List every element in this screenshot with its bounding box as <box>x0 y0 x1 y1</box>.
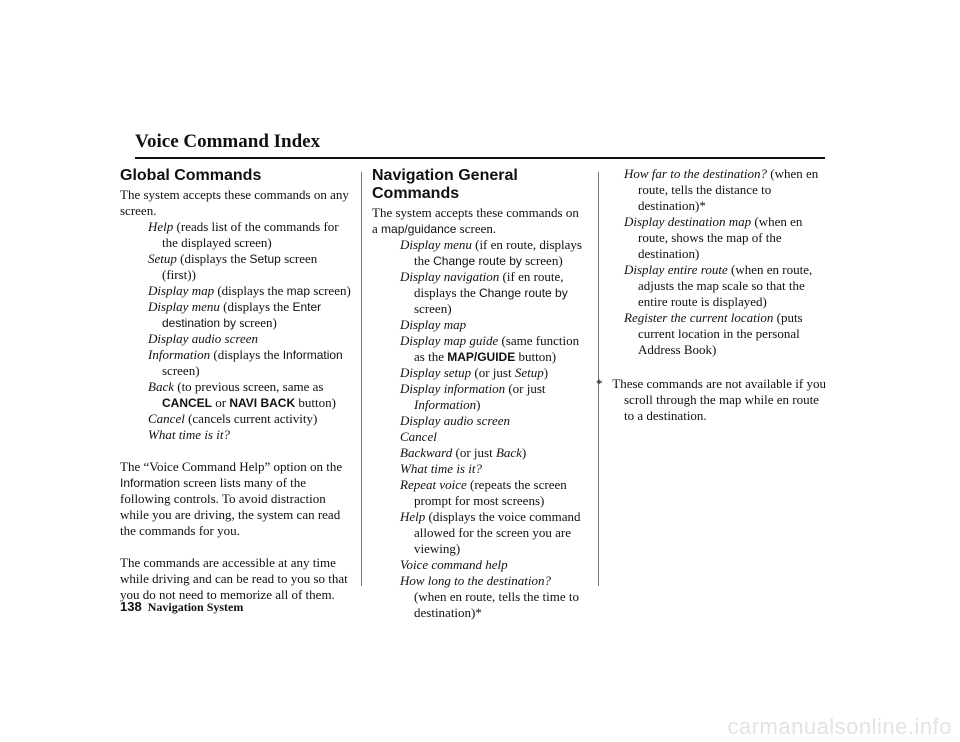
global-commands-column <box>120 166 352 603</box>
cmd-display-map-guide: Display map guide (same function as the MAP/GUIDE button) <box>400 333 580 364</box>
cmd-display-information: Display information (or just Information) <box>400 381 546 412</box>
page-footer <box>120 599 243 615</box>
voice-help-paragraph: The “Voice Command Help” option on the Information screen lists many of the following controls. To avoid distraction while you are driving, the system can read the commands for you. <box>120 459 343 538</box>
cmd-display-navigation: Display navigation (if en route, displays the Change route by screen) <box>400 269 568 316</box>
navigation-commands-continued <box>596 166 828 424</box>
cmd-backward: Backward (or just Back) <box>400 445 527 460</box>
cmd-nav-display-map: Display map <box>400 317 467 332</box>
cmd-help: Help (reads list of the commands for the displayed screen) <box>148 219 339 250</box>
cmd-voice-command-help: Voice command help <box>400 557 508 572</box>
cmd-display-setup: Display setup (or just Setup) <box>400 365 549 380</box>
cmd-nav-display-audio: Display audio screen <box>400 413 510 428</box>
cmd-register-location: Register the current location (puts current location in the personal Address Book) <box>624 310 803 357</box>
cmd-display-audio: Display audio screen <box>148 331 258 346</box>
cmd-information: Information (displays the Information screen) <box>148 347 343 378</box>
cmd-nav-display-menu: Display menu (if en route, displays the Change route by screen) <box>400 237 582 268</box>
cmd-how-long: How long to the destination? (when en route, tells the time to destination)* <box>400 573 579 620</box>
page-number: 138 <box>120 599 142 614</box>
cmd-how-far: How far to the destination? (when en route, tells the distance to destination)* <box>624 166 819 213</box>
cmd-display-map: Display map (displays the map screen) <box>148 283 351 298</box>
cmd-display-entire-route: Display entire route (when en route, adjusts the map scale so that the entire route is displayed) <box>624 262 813 309</box>
navigation-commands-column <box>372 166 584 621</box>
cmd-nav-what-time: What time is it? <box>400 461 482 476</box>
cmd-nav-cancel: Cancel <box>400 429 437 444</box>
cmd-display-destination-map: Display destination map (when en route, shows the map of the destination) <box>624 214 803 261</box>
footer-label: Navigation System <box>147 600 244 614</box>
cmd-nav-help: Help (displays the voice command allowed for the screen you are viewing) <box>400 509 581 556</box>
column-divider-1 <box>361 172 362 586</box>
cmd-cancel: Cancel (cancels current activity) <box>148 411 318 426</box>
navigation-commands-heading: Navigation General Commands <box>372 167 518 202</box>
cmd-display-menu: Display menu (displays the Enter destination by screen) <box>148 299 322 330</box>
page-title: Voice Command Index <box>135 131 321 152</box>
cmd-back: Back (to previous screen, same as CANCEL or NAVI BACK button) <box>148 379 336 410</box>
watermark: carmanualsonline.info <box>727 714 952 739</box>
global-commands-heading: Global Commands <box>120 167 262 184</box>
global-intro: The system accepts these commands on any screen. <box>120 187 349 218</box>
cmd-setup: Setup (displays the Setup screen (first)) <box>148 251 318 282</box>
cmd-what-time: What time is it? <box>148 427 230 442</box>
accessibility-paragraph: The commands are accessible at any time while driving and can be read to you so that you do not need to memorize all of them. <box>120 555 348 602</box>
title-rule <box>135 157 825 159</box>
cmd-repeat-voice: Repeat voice (repeats the screen prompt for most screens) <box>400 477 567 508</box>
footnote: * These commands are not available if you scroll through the map while en route to a destination. <box>596 376 826 423</box>
nav-intro: The system accepts these commands on a map/guidance screen. <box>372 205 579 236</box>
